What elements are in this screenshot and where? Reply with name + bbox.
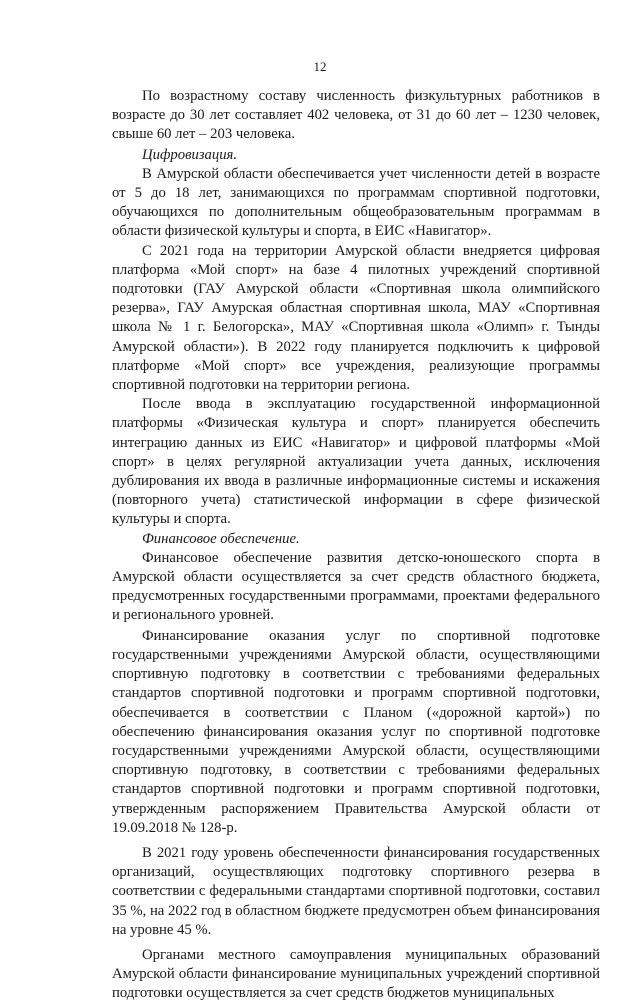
paragraph-municipal-funding: Органами местного самоуправления муниципальных образований Амурской области финансирование муниципальных учреждений спортивной подготовки осуществляется за счет средств бюджетов муниципальных bbox=[112, 946, 600, 1002]
paragraph-data-integration: После ввода в эксплуатацию государственной информационной платформы «Физическая культура и спорт» планируется обеспечить интеграцию данных из ЕИС «Навигатор» и цифровой платформы «Мой спорт» в целях регулярной актуализации учета данных, исключения дублирования их ввода в различные информационные системы и искажения (повторного учета) статистической информации в сфере физической культуры и спорта. bbox=[112, 396, 600, 528]
page-number: 12 bbox=[313, 59, 327, 74]
page-body bbox=[112, 87, 600, 1004]
paragraph-funding-level: В 2021 году уровень обеспеченности финансирования государственных организаций, осуществляющих подготовку спортивного резерва в соответствии с федеральными стандартами спортивной подготовки, составил 35 %, на 2022 год в областном бюджете предусмотрен объем финансирования на уровне 45 %. bbox=[112, 844, 600, 938]
paragraph-funding-services: Финансирование оказания услуг по спортивной подготовке государственными учреждениями Амурской области, осуществляющими спортивную подготовку в соответствии с требованиями федеральных стандартов спортивной подготовки и программ спортивной подготовки, обеспечивается в соответствии с Планом («дорожной картой») по обеспечению финансирования оказания услуг по спортивной подготовке государственными учреждениями Амурской области, осуществляющими спортивную подготовку, в соответствии с требованиями федеральных стандартов спортивной подготовки и программ спортивной подготовки, утвержденным распоряжением Правительства Амурской области от 19.09.2018 № 128-р. bbox=[112, 627, 600, 836]
paragraph-children-accounting: В Амурской области обеспечивается учет численности детей в возрасте от 5 до 18 лет, занимающихся по программам спортивной подготовки, обучающихся по дополнительным общеобразовательным программам в области физической культуры и спорта, в ЕИС «Навигатор». bbox=[112, 165, 600, 240]
paragraph-my-sport-platform: С 2021 года на территории Амурской области внедряется цифровая платформа «Мой спорт» на базе 4 пилотных учреждений спортивной подготовки (ГАУ Амурской области «Спортивная школа олимпийского резерва», ГАУ Амурская областная спортивная школа, МАУ «Спортивная школа № 1 г. Белогорска», МАУ «Спортивная школа «Олимп» г. Тынды Амурской области»). В 2022 году планируется подключить к цифровой платформе «Мой спорт» все учреждения, реализующие программы спортивной подготовки на территории региона. bbox=[112, 242, 600, 394]
heading-financing: Финансовое обеспечение. bbox=[142, 530, 300, 547]
paragraph-age-composition: По возрастному составу численность физкультурных работников в возрасте до 30 лет составляет 402 человека, от 31 до 60 лет – 1230 человек, свыше 60 лет – 203 человека. bbox=[112, 88, 600, 143]
paragraph-financing-sources: Финансовое обеспечение развития детско-юношеского спорта в Амурской области осуществляется за счет средств областного бюджета, предусмотренных государственными программами, проектами федерального и регионального уровней. bbox=[112, 549, 600, 624]
heading-digitalization: Цифровизация. bbox=[142, 146, 238, 163]
